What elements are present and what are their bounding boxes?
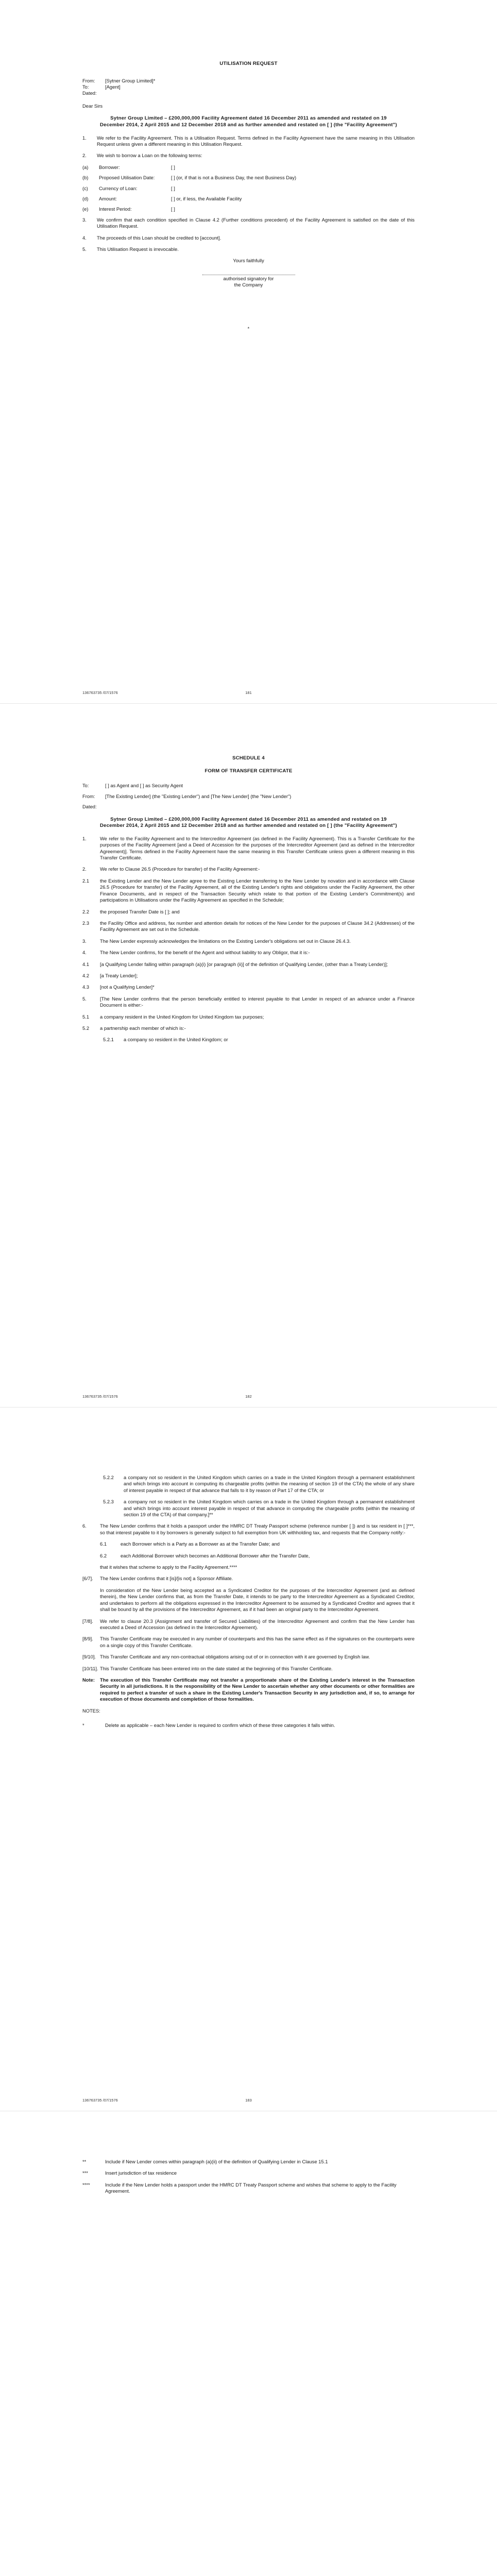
from-label: From: bbox=[82, 77, 95, 83]
clause bbox=[82, 866, 415, 872]
footnote-mark: **** bbox=[82, 2181, 90, 2188]
clause-tail: that it wishes that scheme to apply to the Facility Agreement.**** bbox=[100, 1564, 237, 1570]
term-row bbox=[82, 196, 415, 202]
paragraph-number: 5. bbox=[82, 246, 87, 252]
clause bbox=[82, 1014, 415, 1020]
transfer-certificate-continued bbox=[82, 1475, 415, 1734]
document-reference: 136763735 /07/1576 bbox=[82, 2098, 118, 2103]
term-value: [ ] bbox=[171, 206, 175, 212]
footnote-text: Include if New Lender comes within paragraph (a)(ii) of the definition of Qualifying Lender in Clause 15.1 bbox=[105, 2159, 328, 2164]
paragraph-text: We wish to borrow a Loan on the following terms: bbox=[97, 152, 202, 159]
clause-text: This Transfer Certificate may be executed in any number of counterparts and this has the same effect as if the signatures on the counterparts were on a single copy of this Transfer Certificate. bbox=[100, 1636, 415, 1648]
clause bbox=[82, 973, 415, 979]
utilisation-request bbox=[82, 61, 415, 332]
page-number: 183 bbox=[245, 2098, 252, 2103]
clause-text: the Facility Office and address, fax number and attention details for notices of the New Lender for the purposes of Clause 34.2 (Addresses) of the Facility Agreement are set out in the Schedule. bbox=[100, 920, 415, 933]
clause-text: a company not so resident in the United Kingdom which carries on a trade in the United Kingdom through a permanent establishment and which brings into account in computing its chargeable profits (within the meaning of section 19 of the CTA) the whole of any share of interest payable in respect of that advance that falls to it by reason of Part 17 of the CTA; or bbox=[124, 1475, 415, 1493]
paragraph-text: The proceeds of this Loan should be credited to [account]. bbox=[97, 234, 221, 241]
note-text: The execution of this Transfer Certificate may not transfer a proportionate share of the Existing Lender's interest in the Transaction Security in all jurisdictions. It is the responsibility of the New Lender to ascertain whether any other documents or other formalities are required to perfect a transfer of such a share in the Existing Lender's Transaction Security in any jurisdiction and, if so, to arrange for execution of those documents and completion of those formalities. bbox=[100, 1676, 415, 1702]
term-key: (b) bbox=[82, 175, 89, 181]
clause bbox=[82, 920, 415, 933]
document-reference: 136763735 /07/1576 bbox=[82, 1394, 118, 1399]
clause-text: each Additional Borrower which becomes an Additional Borrower after the Transfer Date, bbox=[121, 1552, 310, 1558]
signature-block bbox=[82, 275, 415, 289]
sub-clause bbox=[82, 1037, 415, 1043]
clause-text: each Borrower which is a Party as a Borrower as at the Transfer Date; and bbox=[121, 1541, 280, 1547]
sub-clause bbox=[82, 1553, 415, 1559]
clause-text: [a Treaty Lender]; bbox=[100, 972, 138, 978]
from-value: [Sytner Group Limited]* bbox=[105, 77, 156, 83]
page-footer bbox=[82, 1394, 415, 1399]
clause bbox=[82, 996, 415, 1009]
paragraph-4 bbox=[82, 235, 415, 241]
clause-number: 5.2.3 bbox=[103, 1499, 114, 1505]
clause bbox=[82, 878, 415, 904]
to-label: To: bbox=[82, 84, 89, 90]
clause-text: The New Lender confirms that it holds a passport under the HMRC DT Treaty Passport scheme (reference number [ ]) and is tax resident in [ ]***, so that interest payable to it by borrowers is generally subject to full exemption from UK withholding tax, and requests that the Company notify:- bbox=[100, 1523, 415, 1535]
clause-number: 5.1 bbox=[82, 1013, 90, 1020]
footnote bbox=[82, 2159, 415, 2165]
clause-number: 5.2 bbox=[82, 1025, 90, 1031]
clause-number: [6/7]. bbox=[82, 1575, 93, 1582]
clause-number: [10/11]. bbox=[82, 1665, 98, 1671]
clause bbox=[82, 938, 415, 944]
footnote bbox=[82, 2170, 415, 2176]
paragraph-text: This Utilisation Request is irrevocable. bbox=[97, 246, 179, 252]
clause-number: 4. bbox=[82, 950, 87, 956]
clause-number: 4.3 bbox=[82, 984, 90, 990]
clause bbox=[82, 1654, 415, 1660]
term-label: Borrower: bbox=[99, 164, 120, 170]
clause bbox=[82, 836, 415, 861]
transfer-certificate bbox=[82, 755, 415, 1048]
dated-label: Dated: bbox=[82, 90, 97, 96]
clause bbox=[82, 1587, 415, 1613]
salutation: Dear Sirs bbox=[82, 103, 103, 109]
footnote-text: Delete as applicable – each New Lender is required to confirm which of these three categories it falls within. bbox=[105, 1722, 335, 1728]
clause-text: In consideration of the New Lender being accepted as a Syndicated Creditor for the purposes of the Intercreditor Agreement (and as defined therein), the New Lender confirms that, as from the Transfer Date, it intends to be party to the Intercreditor Agreement as a Syndicated Creditor, and undertakes to perform all the obligations expressed in the Intercreditor Agreement to be assumed by a Syndicated Creditor and agrees that it shall be bound by all the provisions of the Intercreditor Agreement, as if it had been an original party to the Intercreditor Agreement. bbox=[100, 1587, 415, 1613]
paragraph-number: 1. bbox=[82, 134, 87, 141]
paragraph-text: We confirm that each condition specified in Clause 4.2 (Further conditions precedent) of the Facility Agreement is satisfied on the date of this Utilisation Request. bbox=[97, 216, 415, 229]
clause-number: 6.2 bbox=[100, 1552, 107, 1558]
clause-text: a company not so resident in the United Kingdom which carries on a trade in the United Kingdom through a permanent establishment and which brings into account interest payable in respect of that advance in computing the chargeable profits (within the meaning of section 19 of the CTA) of that company.]** bbox=[124, 1499, 415, 1518]
clause-text: We refer to the Facility Agreement and to the Intercreditor Agreement (as defined in the Facility Agreement). This is a Transfer Certificate for the purposes of the Facility Agreement [and a Deed of Accession for the purposes of the Intercreditor Agreement (and as defined in the Intercreditor Agreement)]. Terms defined in the Facility Agreement have the same meaning in this Transfer Certificate unless given a different meaning in this Transfer Certificate. bbox=[100, 835, 415, 861]
clause-text: the Existing Lender and the New Lender agree to the Existing Lender transferring to the New Lender by novation and in accordance with Clause 26.5 (Procedure for transfer) of the Facility Agreement, all of the Existing Lender's rights and obligations under the Facility Agreement, the other Finance Documents, and in respect of the Transaction Security which relate to that portion of the Existing Lender's Commitment(s) and participations in Utilisations under the Facility Agreement as specified in the Schedule; bbox=[100, 877, 415, 903]
schedule-title: SCHEDULE 4 bbox=[232, 755, 265, 761]
clause-number: 6.1 bbox=[100, 1541, 107, 1547]
clause-text: The New Lender expressly acknowledges the limitations on the Existing Lender's obligations set out in Clause 26.4.3. bbox=[100, 938, 351, 944]
form-title: FORM OF TRANSFER CERTIFICATE bbox=[204, 768, 293, 774]
notes-heading: NOTES: bbox=[82, 1707, 100, 1714]
page-number: 181 bbox=[245, 690, 252, 695]
clause bbox=[82, 1666, 415, 1672]
paragraph-5 bbox=[82, 246, 415, 252]
footnote-mark: ** bbox=[82, 2159, 87, 2164]
clause bbox=[82, 984, 415, 990]
clause-text: [not a Qualifying Lender]* bbox=[100, 984, 155, 990]
clause-number: [8/9]. bbox=[82, 1636, 93, 1642]
page-title: UTILISATION REQUEST bbox=[219, 61, 278, 66]
clause-number: 1. bbox=[82, 835, 87, 841]
clause-text: This Transfer Certificate and any non-contractual obligations arising out of or in connection with it are governed by English law. bbox=[100, 1654, 370, 1660]
clause-number: 2.2 bbox=[82, 908, 90, 914]
clause-number: 4.2 bbox=[82, 972, 90, 978]
dated-label: Dated: bbox=[82, 804, 97, 810]
term-value: [ ] (or, if that is not a Business Day, the next Business Day) bbox=[171, 175, 297, 181]
clause bbox=[82, 1618, 415, 1631]
clause-text: a partnership each member of which is:- bbox=[100, 1025, 186, 1031]
term-row bbox=[82, 206, 415, 212]
clause-number: 3. bbox=[82, 938, 87, 944]
paragraph-text: We refer to the Facility Agreement. This is a Utilisation Request. Terms defined in the Facility Agreement have the same meaning in this Utilisation Request unless given a different meaning in this Utilisation Request. bbox=[97, 134, 415, 147]
term-label: Amount: bbox=[99, 196, 117, 202]
footnote-marker: * bbox=[247, 325, 250, 331]
clause-number: [7/8]. bbox=[82, 1618, 93, 1624]
page-181 bbox=[0, 0, 497, 703]
clause-number: 5.2.2 bbox=[103, 1475, 114, 1480]
clause-text: [a Qualifying Lender falling within paragraph (a)(i) [or paragraph (ii)] of the definition of Qualifying Lender, (other than a Treaty Lender)]; bbox=[100, 961, 388, 967]
page-footer bbox=[82, 2098, 415, 2103]
clause bbox=[82, 961, 415, 968]
notes-continued bbox=[82, 2159, 415, 2200]
page-184 bbox=[0, 2111, 497, 2576]
term-key: (a) bbox=[82, 164, 89, 170]
clause-number: 2. bbox=[82, 866, 87, 872]
clause-number: 4.1 bbox=[82, 961, 90, 967]
term-label: Proposed Utilisation Date: bbox=[99, 175, 155, 181]
clause-text: The New Lender confirms that it [is]/[is not] a Sponsor Affiliate. bbox=[100, 1575, 233, 1582]
page-182 bbox=[0, 704, 497, 1407]
header-block bbox=[82, 78, 415, 97]
footnote bbox=[82, 2182, 415, 2195]
clause-number bbox=[82, 1587, 100, 1613]
paragraph-number: 4. bbox=[82, 234, 87, 241]
clause bbox=[82, 1575, 415, 1582]
term-key: (d) bbox=[82, 196, 89, 202]
clause-number: 6. bbox=[82, 1523, 87, 1529]
page-footer bbox=[82, 690, 415, 695]
from-label: From: bbox=[82, 793, 95, 799]
footnote bbox=[82, 1722, 415, 1728]
clause-number: 2.3 bbox=[82, 920, 90, 926]
term-key: (e) bbox=[82, 206, 89, 212]
clause-text: The New Lender confirms, for the benefit of the Agent and without liability to any Obligor, that it is:- bbox=[100, 950, 310, 956]
clause bbox=[82, 1636, 415, 1649]
term-row bbox=[82, 164, 415, 171]
footnote-text: Insert jurisdiction of tax residence bbox=[105, 2170, 177, 2176]
paragraph-1 bbox=[82, 135, 415, 148]
clause-text: This Transfer Certificate has been entered into on the date stated at the beginning of this Transfer Certificate. bbox=[100, 1665, 333, 1671]
paragraph-2 bbox=[82, 152, 415, 159]
document-reference: 136763735 /07/1576 bbox=[82, 690, 118, 695]
clause-number: 5.2.1 bbox=[103, 1037, 114, 1043]
to-value: [Agent] bbox=[105, 84, 121, 90]
term-value: [ ] bbox=[171, 185, 175, 191]
paragraph-3 bbox=[82, 217, 415, 230]
clause bbox=[82, 909, 415, 915]
term-label: Currency of Loan: bbox=[99, 185, 138, 191]
closing: Yours faithfully bbox=[233, 258, 264, 264]
note-label: Note: bbox=[82, 1676, 95, 1683]
term-row bbox=[82, 185, 415, 192]
clause-text: We refer to Clause 26.5 (Procedure for transfer) of the Facility Agreement:- bbox=[100, 866, 260, 872]
agreement-heading: Sytner Group Limited – £200,000,000 Facility Agreement dated 16 December 2011 as amended and restated on 19 December 2014, 2 April 2015 and 12 December 2018 and as further amended and restated on [ ] (the "Facility Agreement") bbox=[100, 115, 397, 128]
footnote-mark: *** bbox=[82, 2170, 88, 2176]
paragraph-number: 2. bbox=[82, 152, 87, 159]
signatory-entity: the Company bbox=[234, 282, 263, 288]
term-value: [ ] bbox=[171, 164, 175, 170]
clause-number: [9/10]. bbox=[82, 1654, 96, 1660]
from-value: [The Existing Lender] (the "Existing Lender") and [The New Lender] (the "New Lender") bbox=[105, 793, 292, 799]
to-label: To: bbox=[82, 783, 89, 789]
page-number: 182 bbox=[245, 1394, 252, 1399]
agreement-heading: Sytner Group Limited – £200,000,000 Facility Agreement dated 16 December 2011 as amended and restated on 19 December 2014, 2 April 2015 and 12 December 2018 and as further amended and restated on [ ] (the "Facility Agreement") bbox=[100, 816, 397, 829]
clause-text: We refer to clause 20.3 (Assignment and transfer of Secured Liabilities) of the Intercreditor Agreement and confirm that the New Lender has executed a Deed of Accession (as defined in the Intercreditor Agreement). bbox=[100, 1618, 415, 1630]
term-row bbox=[82, 175, 415, 181]
term-value: [ ] or, if less, the Available Facility bbox=[171, 196, 242, 202]
sub-clause bbox=[82, 1541, 415, 1547]
term-key: (c) bbox=[82, 185, 88, 191]
loan-terms-table bbox=[82, 164, 415, 213]
clause-number: 2.1 bbox=[82, 877, 90, 884]
clauses bbox=[82, 836, 415, 1043]
term-label: Interest Period: bbox=[99, 206, 132, 212]
paragraph-number: 3. bbox=[82, 216, 87, 223]
clause-text: a company so resident in the United Kingdom; or bbox=[124, 1037, 228, 1043]
page-183 bbox=[0, 1408, 497, 2111]
signatory-caption: authorised signatory for bbox=[223, 275, 274, 281]
execution-note bbox=[82, 1677, 415, 1703]
clause-text: a company resident in the United Kingdom for United Kingdom tax purposes; bbox=[100, 1013, 264, 1020]
footnote-mark: * bbox=[82, 1722, 84, 1728]
clause bbox=[82, 950, 415, 956]
clause bbox=[82, 1523, 415, 1536]
header-block bbox=[82, 783, 415, 810]
clause-text: the proposed Transfer Date is [ ]; and bbox=[100, 908, 180, 914]
sub-clause bbox=[82, 1475, 415, 1494]
clause bbox=[82, 1025, 415, 1031]
clause-text: [The New Lender confirms that the person beneficially entitled to interest payable to that Lender in respect of an advance under a Finance Document is either:- bbox=[100, 995, 415, 1008]
footnote-text: Include if the New Lender holds a passport under the HMRC DT Treaty Passport scheme and wishes that scheme to apply to the Facility Agreement. bbox=[105, 2181, 397, 2194]
sub-clause bbox=[82, 1499, 415, 1518]
to-value: [ ] as Agent and [ ] as Security Agent bbox=[105, 783, 183, 789]
clause-number: 5. bbox=[82, 995, 87, 1002]
